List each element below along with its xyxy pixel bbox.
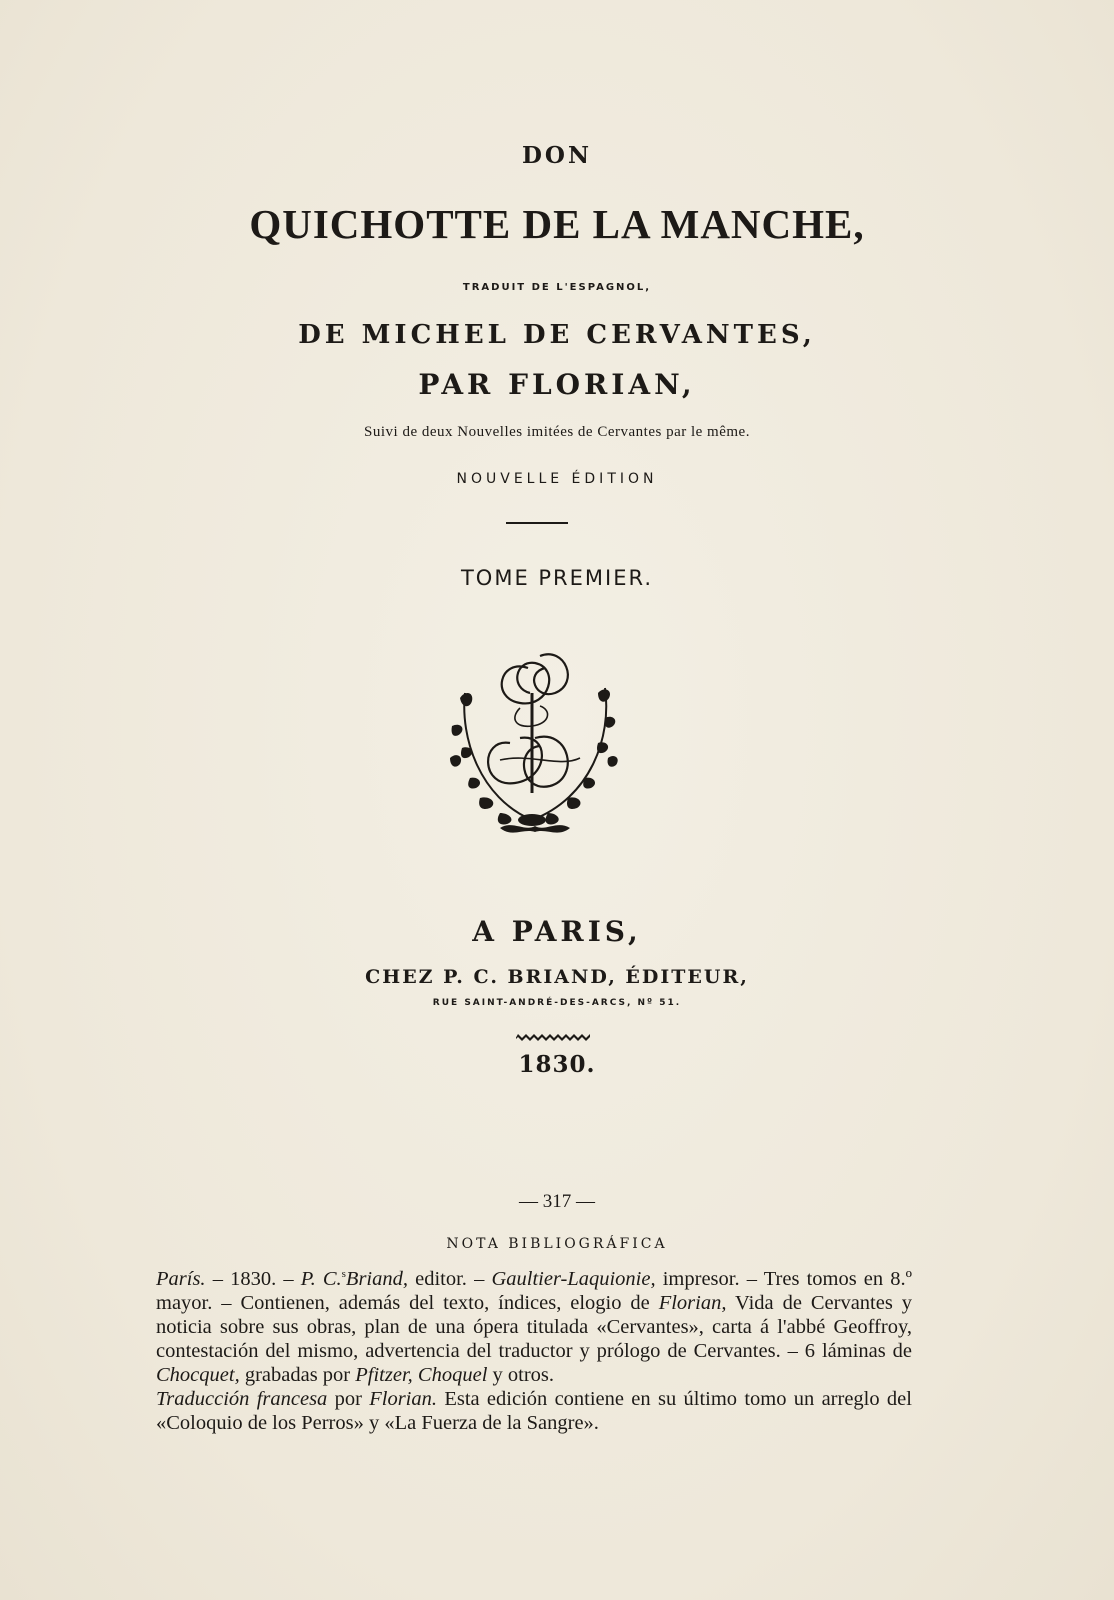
divider-rule: [506, 522, 568, 524]
year-line: 1830.: [518, 1051, 596, 1078]
title-don: DON: [521, 142, 592, 169]
bibliography-heading: NOTA BIBLIOGRÁFICA: [446, 1236, 668, 1252]
volume-line: TOME PREMIER.: [460, 566, 654, 590]
publisher-line: CHEZ P. C. BRIAND, ÉDITEUR,: [365, 966, 749, 988]
translated-from: TRADUIT DE L'ESPAGNOL,: [462, 282, 652, 293]
city-line: A PARIS,: [472, 915, 642, 948]
subtitle-line: Suivi de deux Nouvelles imitées de Cervantes par le même.: [364, 424, 750, 440]
page-number: — 317 —: [519, 1191, 595, 1212]
translator-line: PAR FLORIAN,: [418, 368, 696, 401]
monogram-wreath-icon: [440, 648, 630, 844]
ornament-rule-icon: [516, 1031, 598, 1041]
author-line: DE MICHEL DE CERVANTES,: [298, 320, 816, 350]
bibliography-notes: [156, 1262, 912, 1435]
book-title: QUICHOTTE DE LA MANCHE,: [249, 201, 865, 247]
note-paragraph-2: Traducción francesa por Florian. Esta edición contiene en su último tomo un arreglo del «Coloquio de los Perros» y «La Fuerza de la Sangre».: [156, 1387, 912, 1434]
note-paragraph-1: París. – 1830. – P. C.$^s$Briand, editor. – Gaultier-Laquionie, impresor. – Tres tomos en 8.º mayor. – Contienen, además del texto, índices, elogio de Florian, Vida de Cervantes y noticia sobre sus obras, plan de una ópera titulada «Cervantes», carta á l'abbé Geoffroy, contestación del mismo, advertencia del traductor y prólogo de Cervantes. – 6 láminas de Chocquet, grabadas por Pfitzer, Choquel y otros.: [156, 1267, 913, 1386]
edition-line: NOUVELLE ÉDITION: [456, 471, 658, 487]
address-line: RUE SAINT-ANDRÉ-DES-ARCS, Nº 51.: [432, 998, 682, 1008]
